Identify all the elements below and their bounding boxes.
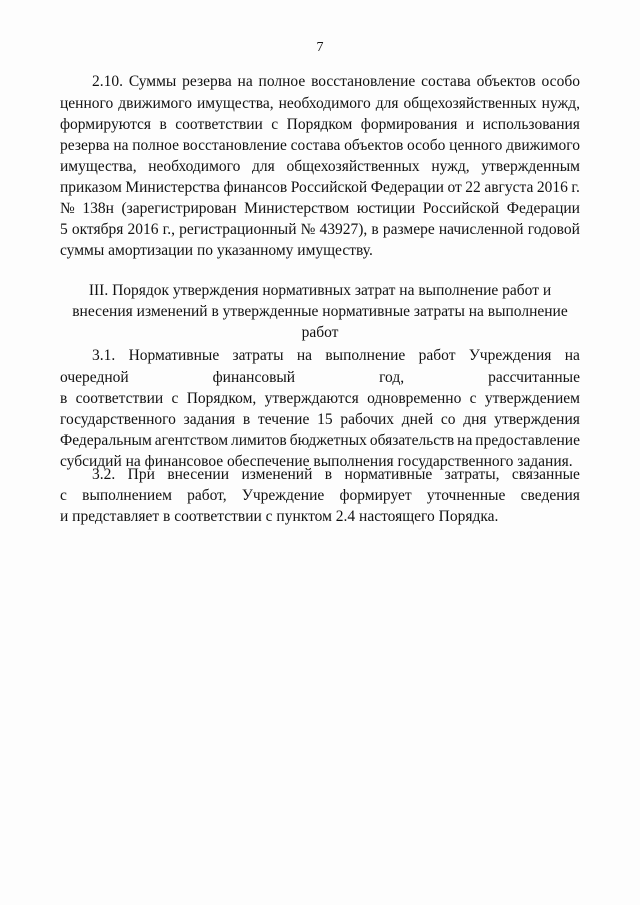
word: финансов	[223, 179, 288, 196]
heading-line: III. Порядок утверждения нормативных затрат на выполнение работ и	[88, 282, 552, 299]
text-line: суммы амортизации по указанному имуществу.	[60, 242, 373, 259]
word: Порядком	[286, 116, 353, 133]
word: объектов	[344, 137, 404, 154]
text-line	[60, 115, 580, 134]
word: выполнением	[82, 487, 172, 504]
word: Учреждения	[468, 347, 552, 364]
word: утвержденным	[481, 158, 580, 175]
word: для	[252, 158, 275, 175]
word: октября	[71, 221, 124, 238]
word: выполнение	[325, 347, 406, 364]
word: необходимого	[148, 158, 241, 175]
word: на	[564, 347, 580, 364]
word: с	[60, 487, 67, 504]
text-line	[60, 220, 580, 239]
word: №	[60, 200, 75, 217]
word: очередной	[60, 369, 129, 386]
text-line	[60, 94, 580, 113]
word: 3.2.	[92, 466, 116, 483]
word: резерва	[182, 73, 232, 90]
word: формируются	[60, 116, 152, 133]
word: формирования	[360, 116, 458, 133]
word: имущества,	[60, 158, 137, 175]
word: №	[300, 221, 316, 238]
word: с	[171, 390, 179, 407]
word: Нормативные	[128, 347, 220, 364]
word: лимитов	[230, 432, 287, 449]
text-line	[60, 199, 580, 218]
word: в	[371, 221, 379, 238]
word: августа	[484, 179, 534, 196]
word: уточненные	[426, 487, 506, 504]
word: состава	[290, 137, 341, 154]
page-number: 7	[316, 40, 324, 55]
text-line	[60, 178, 580, 197]
word: государственного	[60, 411, 176, 428]
word: регистрационный	[179, 221, 297, 238]
word: рабочих	[340, 411, 395, 428]
word: дня	[463, 411, 487, 428]
word: Федерации	[370, 179, 444, 196]
word: в	[324, 466, 333, 483]
word: от	[447, 179, 462, 196]
word: агентством	[154, 432, 229, 449]
word: восстановление	[182, 137, 287, 154]
word: Федерации	[506, 200, 580, 217]
word: Российской	[290, 179, 368, 196]
word: начисленной	[438, 221, 524, 238]
word: нужд,	[541, 95, 580, 112]
word: Порядком,	[186, 390, 257, 407]
word: утверждением	[484, 390, 580, 407]
word: использования	[482, 116, 580, 133]
heading-line: работ	[301, 324, 339, 341]
word: для	[375, 95, 399, 112]
word: на	[237, 73, 253, 90]
word: соответствии	[175, 116, 263, 133]
word: Учреждение	[241, 487, 325, 504]
word: имущества,	[197, 95, 274, 112]
word: особо	[407, 137, 446, 154]
word: рассчитанные	[488, 369, 580, 386]
word: 2016	[127, 221, 159, 238]
word: изменений	[241, 466, 313, 483]
text-line	[60, 486, 580, 505]
word: ценного	[60, 95, 114, 112]
word: объектов	[476, 73, 536, 90]
word: 138н	[82, 200, 114, 217]
text-line	[92, 346, 580, 365]
word: 2.10.	[92, 73, 123, 90]
word: 22	[465, 179, 481, 196]
word: утверждаются	[264, 390, 359, 407]
word: работ,	[187, 487, 227, 504]
word: сведения	[520, 487, 580, 504]
word: и	[465, 116, 475, 133]
text-line: и представляет в соответствии с пунктом 2.4 настоящего Порядка.	[60, 508, 499, 525]
word: (зарегистрирован	[121, 200, 237, 217]
word: со	[440, 411, 456, 428]
word: полное	[132, 137, 179, 154]
word: на	[296, 347, 313, 364]
text-line	[60, 410, 580, 429]
word: задания	[183, 411, 236, 428]
word: затраты	[232, 347, 284, 364]
word: внесении	[167, 466, 230, 483]
word: общехозяйственных	[403, 95, 537, 112]
word: г.,	[162, 221, 175, 238]
word: с	[469, 390, 477, 407]
word: размере	[382, 221, 435, 238]
word: движимого	[506, 137, 580, 154]
word: нужд,	[431, 158, 470, 175]
word: Российской	[422, 200, 500, 217]
text-line	[60, 389, 580, 408]
text-line: субсидий на финансовое обеспечение выполнения государственного задания.	[60, 453, 573, 470]
word: на	[457, 432, 473, 449]
word: дней	[401, 411, 434, 428]
text-line	[92, 465, 580, 484]
word: 3.1.	[92, 347, 116, 364]
word: Суммы	[128, 73, 177, 90]
word: 2016	[536, 179, 568, 196]
word: необходимого	[278, 95, 371, 112]
word: приказом	[60, 179, 122, 196]
word: бюджетных	[289, 432, 367, 449]
word: особо	[541, 73, 580, 90]
word: Министерства	[125, 179, 220, 196]
word: нормативные	[344, 466, 433, 483]
word: восстановление	[311, 73, 416, 90]
word: в	[159, 116, 167, 133]
text-line	[60, 136, 580, 155]
word: течение	[257, 411, 310, 428]
word: утверждения	[494, 411, 580, 428]
word: юстиции	[356, 200, 416, 217]
word: При	[127, 466, 155, 483]
word: формирует	[339, 487, 412, 504]
word: общехозяйственных	[286, 158, 420, 175]
word: Министерством	[244, 200, 350, 217]
word: резерва	[60, 137, 110, 154]
word: г.	[571, 179, 580, 196]
word: ценного	[449, 137, 503, 154]
word: обязательств	[369, 432, 455, 449]
word: соответствии	[75, 390, 164, 407]
word: состава	[421, 73, 471, 90]
word: предоставление	[475, 432, 580, 449]
word: в	[60, 390, 68, 407]
text-line	[60, 431, 580, 450]
word: на	[113, 137, 129, 154]
word: 43927),	[319, 221, 368, 238]
word: в	[242, 411, 251, 428]
word: 5	[60, 221, 68, 238]
word: работ	[418, 347, 456, 364]
word: Федеральным	[60, 432, 152, 449]
heading-line: внесения изменений в утвержденные нормативные затраты на выполнение	[72, 303, 568, 320]
word: год,	[379, 369, 405, 386]
word: связанные	[511, 466, 580, 483]
word: полное	[258, 73, 306, 90]
text-line	[60, 157, 580, 176]
word: с	[271, 116, 279, 133]
word: затраты,	[444, 466, 500, 483]
word: одновременно	[367, 390, 462, 407]
word: финансовый	[212, 369, 296, 386]
text-line	[60, 368, 580, 387]
word: 15	[317, 411, 333, 428]
text-line	[92, 72, 580, 91]
word: движимого	[118, 95, 193, 112]
word: годовой	[527, 221, 580, 238]
